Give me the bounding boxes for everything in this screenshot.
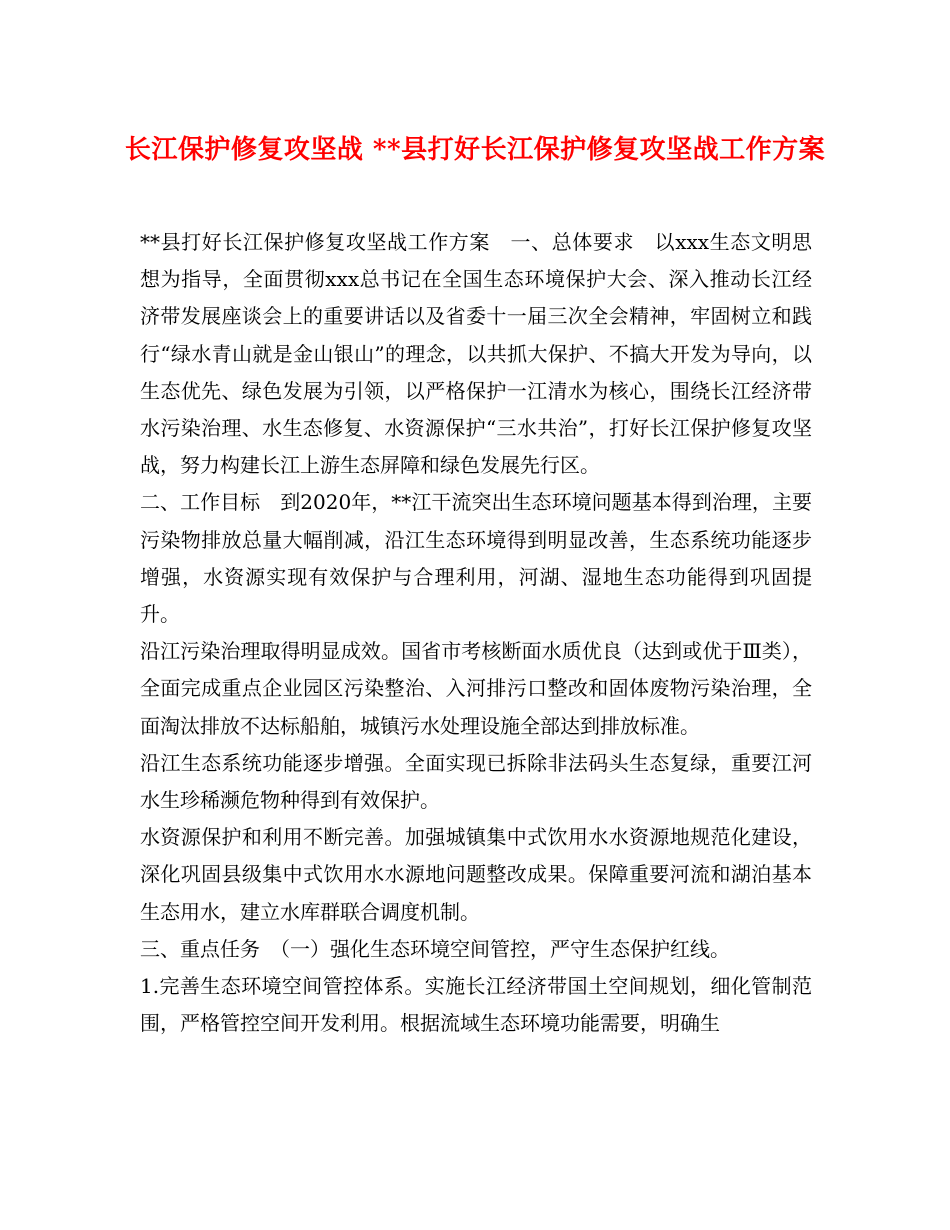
paragraph-pollution-control: 沿江污染治理取得明显成效。国省市考核断面水质优良（达到或优于Ⅲ类），全面完成重点企业园区污染整治、入河排污口整改和固体废物污染治理，全面淘汰排放不达标船舶，城镇污水处理设施全部达到排放标准。 xyxy=(140,639,812,738)
document-title: 长江保护修复攻坚战 **县打好长江保护修复攻坚战工作方案 xyxy=(124,135,826,165)
paragraph-work-goals: 二、工作目标 到2020年，**江干流突出生态环境问题基本得到治理，主要污染物排放总量大幅削减，沿江生态环境得到明显改善，生态系统功能逐步增强，水资源实现有效保护与合理利用，河湖、湿地生态功能得到巩固提升。 xyxy=(140,490,812,627)
paragraph-overall-requirements: **县打好长江保护修复攻坚战工作方案 一、总体要求 以xxx生态文明思想为指导，全面贯彻xxx总书记在全国生态环境保护大会、深入推动长江经济带发展座谈会上的重要讲话以及省委十一届三次全会精神，牢固树立和践行“绿水青山就是金山银山”的理念，以共抓大保护、不搞大开发为导向，以生态优先、绿色发展为引领，以严格保护一江清水为核心，围绕长江经济带水污染治理、水生态修复、水资源保护“三水共治”，打好长江保护修复攻坚战，努力构建长江上游生态屏障和绿色发展先行区。 xyxy=(140,230,812,478)
document-body xyxy=(140,224,812,1042)
paragraph-spatial-control: 1.完善生态环境空间管控体系。实施长江经济带国土空间规划，细化管制范围，严格管控空间开发利用。根据流域生态环境功能需要，明确生 xyxy=(140,974,812,1036)
paragraph-water-resources: 水资源保护和利用不断完善。加强城镇集中式饮用水水资源地规范化建设，深化巩固县级集中式饮用水水源地问题整改成果。保障重要河流和湖泊基本生态用水，建立水库群联合调度机制。 xyxy=(140,825,812,924)
paragraph-key-tasks: 三、重点任务 （一）强化生态环境空间管控，严守生态保护红线。 xyxy=(140,936,730,961)
paragraph-ecosystem-function: 沿江生态系统功能逐步增强。全面实现已拆除非法码头生态复绿，重要江河水生珍稀濒危物种得到有效保护。 xyxy=(140,750,812,813)
